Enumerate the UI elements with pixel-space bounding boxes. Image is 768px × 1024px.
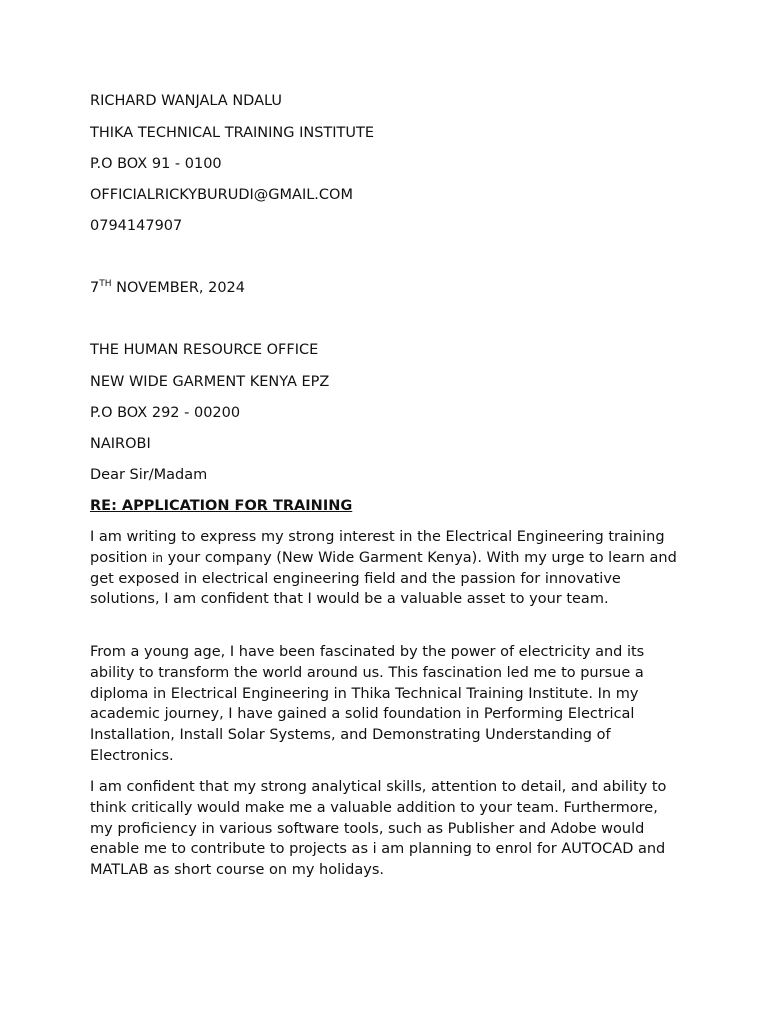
p1-part1: I am writing to express my strong interest in the Electrical Engineering training position: [90, 529, 665, 566]
sender-institution: THIKA TECHNICAL TRAINING INSTITUTE: [90, 125, 375, 141]
letter-date: [90, 278, 245, 298]
date-suffix: TH: [99, 279, 112, 289]
sender-po-box: P.O BOX 91 - 0100: [90, 156, 222, 172]
salutation: Dear Sir/Madam: [90, 467, 208, 483]
sender-name: RICHARD WANJALA NDALU: [90, 93, 282, 109]
sender-email: OFFICIALRICKYBURUDI@GMAIL.COM: [90, 187, 353, 203]
p1-in: in: [152, 550, 163, 565]
body-paragraph-2: From a young age, I have been fascinated by the power of electricity and its ability to transform the world around us. This fascination led me to pursue a diploma in Electrical Engineering in Thika Technical Training Institute. In my academic journey, I have gained a solid foundation in Performing Electrical Installation, Install Solar Systems, and Demonstrating Understanding of Electronics.: [90, 644, 645, 764]
sender-phone: 0794147907: [90, 218, 183, 234]
body-paragraph-3: I am confident that my strong analytical skills, attention to detail, and ability to think critically would make me a valuable addition to your team. Furthermore, my proficiency in various software tools, such as Publisher and Adobe would enable me to contribute to projects as i am planning to enrol for AUTOCAD and MATLAB as short course on my holidays.: [90, 779, 667, 879]
recipient-company: NEW WIDE GARMENT KENYA EPZ: [90, 374, 330, 390]
date-rest: NOVEMBER, 2024: [111, 280, 246, 296]
recipient-city: NAIROBI: [90, 436, 151, 452]
body-paragraph-1: [90, 527, 680, 610]
subject-line: RE: APPLICATION FOR TRAINING: [90, 498, 353, 514]
date-day: 7: [90, 280, 100, 296]
p1-part2: your company (New Wide Garment Kenya). With my urge to learn and get exposed in electrical engineering field and the passion for innovative solutions, I am confident that I would be a valuable asset to your team.: [90, 549, 677, 608]
recipient-office: THE HUMAN RESOURCE OFFICE: [90, 342, 319, 358]
recipient-po-box: P.O BOX 292 - 00200: [90, 405, 241, 421]
